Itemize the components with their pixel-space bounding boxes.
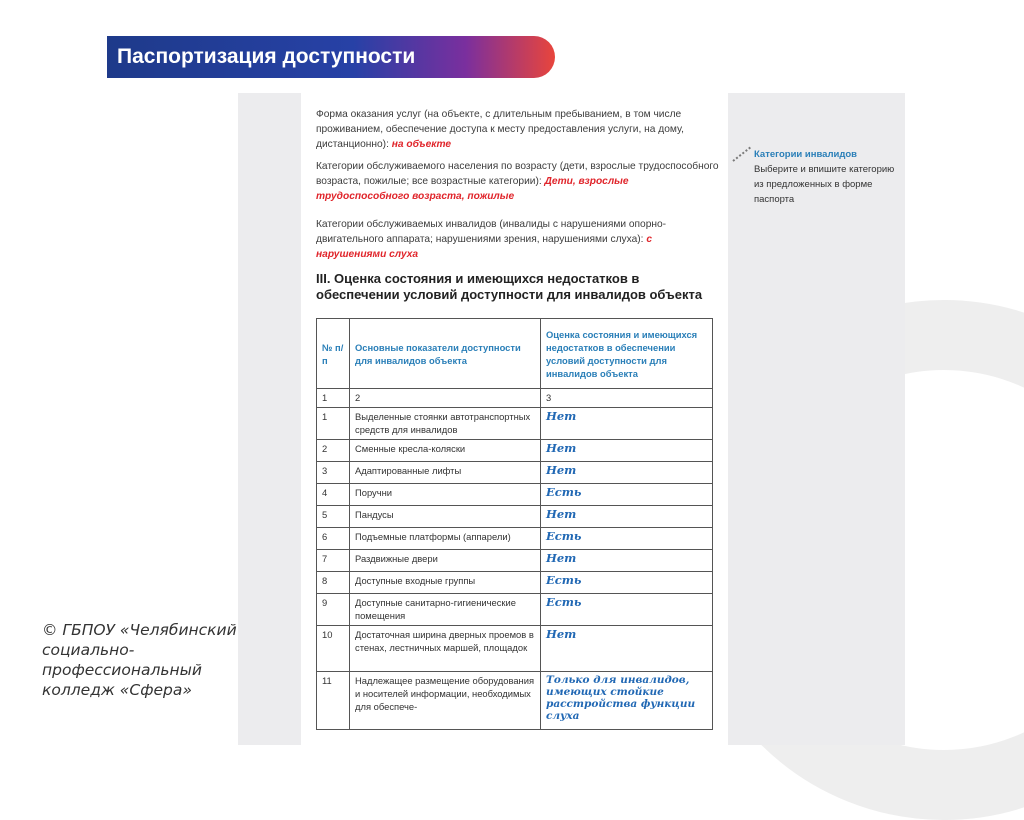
header-number: № п/п <box>317 319 350 389</box>
row-number: 6 <box>317 528 350 550</box>
accessibility-table <box>316 318 713 730</box>
row-indicator: Доступные санитарно-гигиенические помещения <box>350 594 541 626</box>
disability-categories-answer: с нарушениями слуха <box>316 234 653 260</box>
row-indicator: Достаточная ширина дверных проемов в стенах, лестничных маршей, площадок <box>350 626 541 672</box>
column-number-cell: 3 <box>541 389 713 408</box>
row-number: 5 <box>317 506 350 528</box>
header-assessment: Оценка состояния и имеющихся недостатков в обеспечении условий доступности для инвалидов объекта <box>541 319 713 389</box>
row-value: Только для инвалидов, имеющих стойкие расстройства функции слуха <box>541 672 713 730</box>
row-number: 1 <box>317 408 350 440</box>
sidebar-note-heading: Категории инвалидов <box>754 149 858 160</box>
row-indicator: Поручни <box>350 484 541 506</box>
table-row <box>317 550 713 572</box>
table-row <box>317 484 713 506</box>
row-value: Есть <box>541 484 713 506</box>
column-number-cell: 2 <box>350 389 541 408</box>
row-indicator: Выделенные стоянки автотранспортных средств для инвалидов <box>350 408 541 440</box>
row-number: 4 <box>317 484 350 506</box>
table-row <box>317 572 713 594</box>
row-number: 11 <box>317 672 350 730</box>
service-form-paragraph <box>316 107 721 152</box>
row-value: Нет <box>541 626 713 672</box>
table-row <box>317 528 713 550</box>
table-row <box>317 408 713 440</box>
table-row <box>317 506 713 528</box>
row-value: Нет <box>541 506 713 528</box>
service-form-answer: на объекте <box>391 139 452 150</box>
column-number-row <box>317 389 713 408</box>
row-indicator: Надлежащее размещение оборудования и носителей информации, необходимых для обеспече- <box>350 672 541 730</box>
age-categories-text: Категории обслуживаемого населения по возрасту (дети, взрослые трудоспособного возраста, пожилые; все возрастные категории): <box>316 161 719 187</box>
row-value: Нет <box>541 462 713 484</box>
table-header-row <box>317 319 713 389</box>
row-value: Нет <box>541 440 713 462</box>
table-row <box>317 594 713 626</box>
row-indicator: Доступные входные группы <box>350 572 541 594</box>
copyright-footer: © ГБПОУ «Челябинский социально-профессиональный колледж «Сфера» <box>42 621 237 699</box>
row-value: Есть <box>541 594 713 626</box>
row-number: 3 <box>317 462 350 484</box>
title-banner <box>107 36 555 78</box>
row-indicator: Сменные кресла-коляски <box>350 440 541 462</box>
row-number: 9 <box>317 594 350 626</box>
age-categories-paragraph <box>316 159 721 204</box>
disability-categories-paragraph <box>316 217 721 262</box>
table-row <box>317 462 713 484</box>
table-row <box>317 672 713 730</box>
disability-categories-text: Категории обслуживаемых инвалидов (инвалиды с нарушениями опорно-двигательного аппарата; нарушениями зрения, нарушениями слуха): <box>316 219 667 245</box>
row-value: Нет <box>541 550 713 572</box>
row-number: 2 <box>317 440 350 462</box>
row-indicator: Подъемные платформы (аппарели) <box>350 528 541 550</box>
row-number: 8 <box>317 572 350 594</box>
section-heading: III. Оценка состояния и имеющихся недостатков в обеспечении условий доступности для инвалидов объекта <box>316 271 703 302</box>
row-indicator: Пандусы <box>350 506 541 528</box>
column-number-cell: 1 <box>317 389 350 408</box>
sidebar-note-text: Выберите и впишите категорию из предложенных в форме паспорта <box>754 164 895 205</box>
row-value: Есть <box>541 528 713 550</box>
service-form-text: Форма оказания услуг (на объекте, с длительным пребыванием, в том числе проживанием, обеспечение доступа к месту предоставления услуги, на дому, дистанционно): <box>316 109 684 150</box>
slide-title: Паспортизация доступности <box>117 45 416 68</box>
row-number: 10 <box>317 626 350 672</box>
row-indicator: Раздвижные двери <box>350 550 541 572</box>
table-row <box>317 626 713 672</box>
header-indicator: Основные показатели доступности для инвалидов объекта <box>350 319 541 389</box>
sidebar-note <box>754 147 904 207</box>
table-row <box>317 440 713 462</box>
age-categories-answer: Дети, взрослые трудоспособного возраста, пожилые <box>316 176 629 202</box>
row-value: Есть <box>541 572 713 594</box>
row-indicator: Адаптированные лифты <box>350 462 541 484</box>
row-value: Нет <box>541 408 713 440</box>
row-number: 7 <box>317 550 350 572</box>
